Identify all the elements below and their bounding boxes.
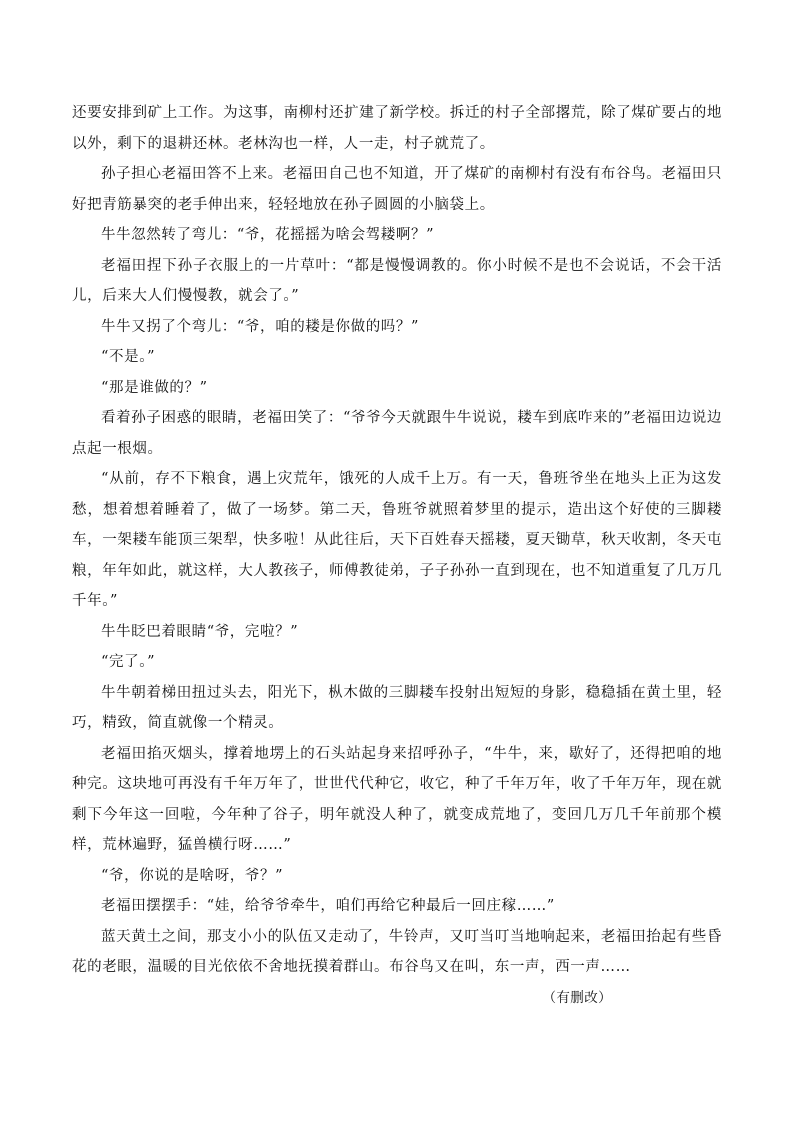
paragraph: 老福田摆摆手：“娃，给爷爷牵牛，咱们再给它种最后一回庄稼……” bbox=[101, 898, 555, 914]
paragraph: 牛牛眨巴着眼睛“爷，完啦？” bbox=[101, 623, 299, 640]
paragraph: “爷，你说的是啥呀，爷？” bbox=[101, 867, 284, 884]
paragraph: 牛牛又拐了个弯儿：“爷，咱的耧是你做的吗？” bbox=[101, 318, 420, 335]
source-note: （有删改） bbox=[542, 989, 612, 1006]
paragraph: “完了。” bbox=[101, 654, 156, 670]
paragraph: 蓝天黄土之间，那支小小的队伍又走动了，牛铃声，又叮当叮当地响起来，老福田抬起有些昏花的老眼，温暖的目光依依不舍地抚摸着群山。布谷鸟又在叫，东一声，西一声…… bbox=[72, 928, 722, 975]
paragraph: 牛牛忽然转了弯儿：“爷，花摇摇为啥会驾耧啊？” bbox=[101, 227, 435, 243]
article-body bbox=[72, 98, 722, 983]
paragraph: “从前，存不下粮食，遇上灾荒年，饿死的人成千上万。有一天，鲁班爷坐在地头上正为这发愁，想着想着睡着了，做了一场梦。第二天，鲁班爷就照着梦里的提示，造出这个好使的三脚耧车，一架耧车能顶三架犁，快多啦！从此往后，天下百姓春天摇耧，夏天锄草，秋天收割，冬天屯粮，年年如此，就这样，大人教孩子，师傅教徒弟，子子孙孙一直到现在，也不知道重复了几万几千年。” bbox=[72, 471, 722, 609]
paragraph: 牛牛朝着梯田扭过头去，阳光下，枞木做的三脚耧车投射出短短的身影，稳稳插在黄土里，轻巧，精致，简直就像一个精灵。 bbox=[72, 684, 722, 731]
paragraph: 看着孙子困惑的眼睛，老福田笑了：“爷爷今天就跟牛牛说说，耧车到底咋来的”老福田边说边点起一根烟。 bbox=[72, 410, 722, 457]
paragraph: 还要安排到矿上工作。为这事，南柳村还扩建了新学校。拆迁的村子全部撂荒，除了煤矿要占的地以外，剩下的退耕还林。老林沟也一样，人一走，村子就荒了。 bbox=[72, 105, 722, 152]
paragraph: 孙子担心老福田答不上来。老福田自己也不知道，开了煤矿的南柳村有没有布谷鸟。老福田只好把青筋暴突的老手伸出来，轻轻地放在孙子圆圆的小脑袋上。 bbox=[72, 166, 722, 213]
paragraph: “不是。” bbox=[101, 349, 156, 365]
paragraph: 老福田掐灭烟头，撑着地塄上的石头站起身来招呼孙子，“牛牛，来，歇好了，还得把咱的地种完。这块地可再没有千年万年了，世世代代种它，收它，种了千年万年，收了千年万年，现在就剩下今年这一回啦，今年种了谷子，明年就没人种了，就变成荒地了，变回几万几千年前那个模样，荒林遍野，猛兽横行呀……” bbox=[72, 745, 722, 853]
paragraph: 老福田捏下孙子衣服上的一片草叶：“都是慢慢调教的。你小时候不是也不会说话，不会干活儿，后来大人们慢慢教，就会了。” bbox=[72, 257, 722, 304]
paragraph: “那是谁做的？” bbox=[101, 379, 208, 396]
document-page bbox=[72, 98, 722, 1013]
